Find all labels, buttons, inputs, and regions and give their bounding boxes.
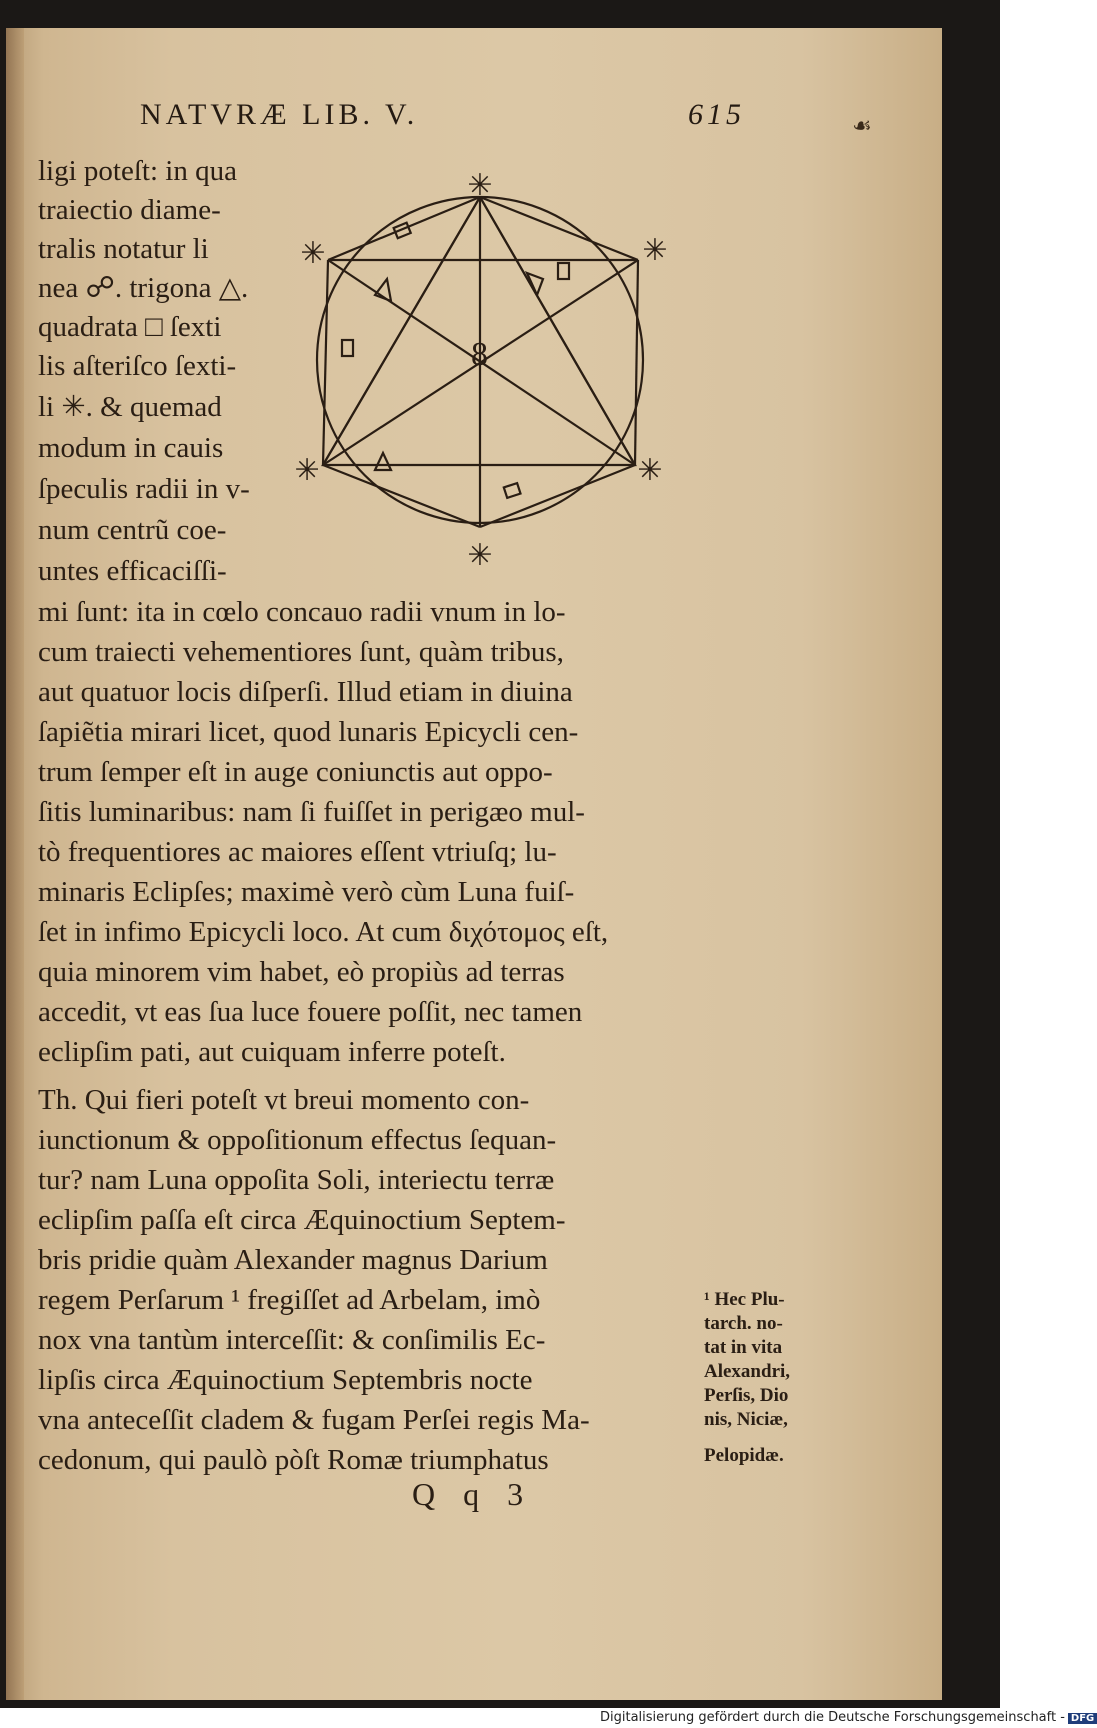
square-marker [558,263,569,279]
text-line: Th. Qui fieri poteſt vt breui momento con- [38,1084,530,1116]
text-line: lis aſteriſco ſexti- [38,350,237,382]
star-icon: ✳ [300,236,326,271]
credit-text: Digitalisierung gefördert durch die Deutsche Forschungsgemeinschaft - [600,1710,1065,1725]
trine-marker [375,279,391,301]
square-line [635,260,638,465]
square-line [328,197,480,260]
text-line: cedonum, qui paulò pòſt Romæ triumphatus [38,1444,549,1476]
center-label: 8 [471,336,488,373]
text-line: regem Perſarum ¹ fregiſſet ad Arbelam, imò [38,1284,541,1316]
star-icon: ✳ [467,168,493,203]
marginal-note-line: Pelopidæ. [704,1445,784,1466]
text-line: tur? nam Luna oppoſita Soli, interiectu terræ [38,1164,555,1196]
ornament-mark: ☙ [852,114,872,139]
text-line: quia minorem vim habet, eò propiùs ad terras [38,956,565,988]
marginal-note-line: tat in vita [704,1337,783,1358]
marginal-note-line: ¹ Hec Plu- [704,1289,785,1310]
marginal-note-line: tarch. no- [704,1313,783,1334]
text-line: vna anteceſſit cladem & fugam Perſei regis Ma- [38,1404,590,1436]
text-line: num centrũ coe- [38,514,227,546]
text-line: bris pridie quàm Alexander magnus Darium [38,1244,548,1276]
text-line: ſitis luminaribus: nam ſi fuiſſet in perigæo mul- [38,796,585,828]
running-head-title: NATVRÆ LIB. V. [140,98,419,131]
square-marker [342,340,353,356]
dfg-logo: DFG [1068,1713,1097,1724]
text-line: tralis notatur li [38,233,209,265]
text-line: ſpeculis radii in v- [38,473,250,505]
text-line: modum in cauis [38,432,224,464]
text-line: iunctionum & oppoſitionum effectus ſequan- [38,1124,557,1156]
text-line: mi ſunt: ita in cœlo concauo radii vnum in lo- [38,596,566,628]
text-line: untes efficaciſſi- [38,555,227,587]
text-line: ſet in infimo Epicycli loco. At cum διχότομος eſt, [38,916,609,948]
aspect-diagram [295,155,675,575]
text-line: li ✳. & quemad [38,391,222,423]
text-line: traiectio diame- [38,194,221,226]
text-line: minaris Eclipſes; maximè verò cùm Luna fuiſ- [38,876,575,908]
text-line: ligi poteſt: in qua [38,155,237,187]
text-line: accedit, vt eas ſua luce fouere poſſit, nec tamen [38,996,583,1028]
square-line [480,465,635,527]
text-line: nea ☍. trigona △. [38,272,249,304]
square-marker [394,223,411,238]
star-icon: ✳ [637,453,663,488]
text-line: lipſis circa Æquinoctium Septembris nocte [38,1364,533,1396]
square-line [480,197,638,260]
signature-mark: Q q 3 [412,1476,534,1512]
square-line [323,260,328,465]
digitization-credit [600,1710,1095,1726]
text-line: eclipſim paſſa eſt circa Æquinoctium Septem- [38,1204,566,1236]
star-icon: ✳ [642,233,668,268]
text-line: trum ſemper eſt in auge coniunctis aut oppo- [38,756,553,788]
text-line: eclipſim pati, aut cuiquam inferre poteſt. [38,1036,506,1068]
page-binding-edge [6,28,24,1700]
trine-marker [375,453,391,470]
square-marker [504,483,521,498]
text-line: tò frequentiores ac maiores eſſent vtriuſq; lu- [38,836,557,868]
text-line: aut quatuor locis diſperſi. Illud etiam in diuina [38,676,573,708]
running-head [140,98,745,138]
marginal-note-line: Perſis, Dio [704,1385,789,1406]
star-icon: ✳ [467,538,493,573]
square-line [323,465,480,527]
page-number: 615 [688,98,745,131]
text-line: quadrata □ ſexti [38,311,222,343]
text-line: ſapiẽtia mirari licet, quod lunaris Epicycli cen- [38,716,579,748]
sextile-line [480,197,635,465]
star-icon: ✳ [294,453,320,488]
text-line: nox vna tantùm interceſſit: & conſimilis Ec- [38,1324,546,1356]
marginal-note-line: nis, Niciæ, [704,1409,788,1430]
text-line: cum traiecti vehementiores ſunt, quàm tribus, [38,636,564,668]
marginal-note-line: Alexandri, [704,1361,791,1382]
